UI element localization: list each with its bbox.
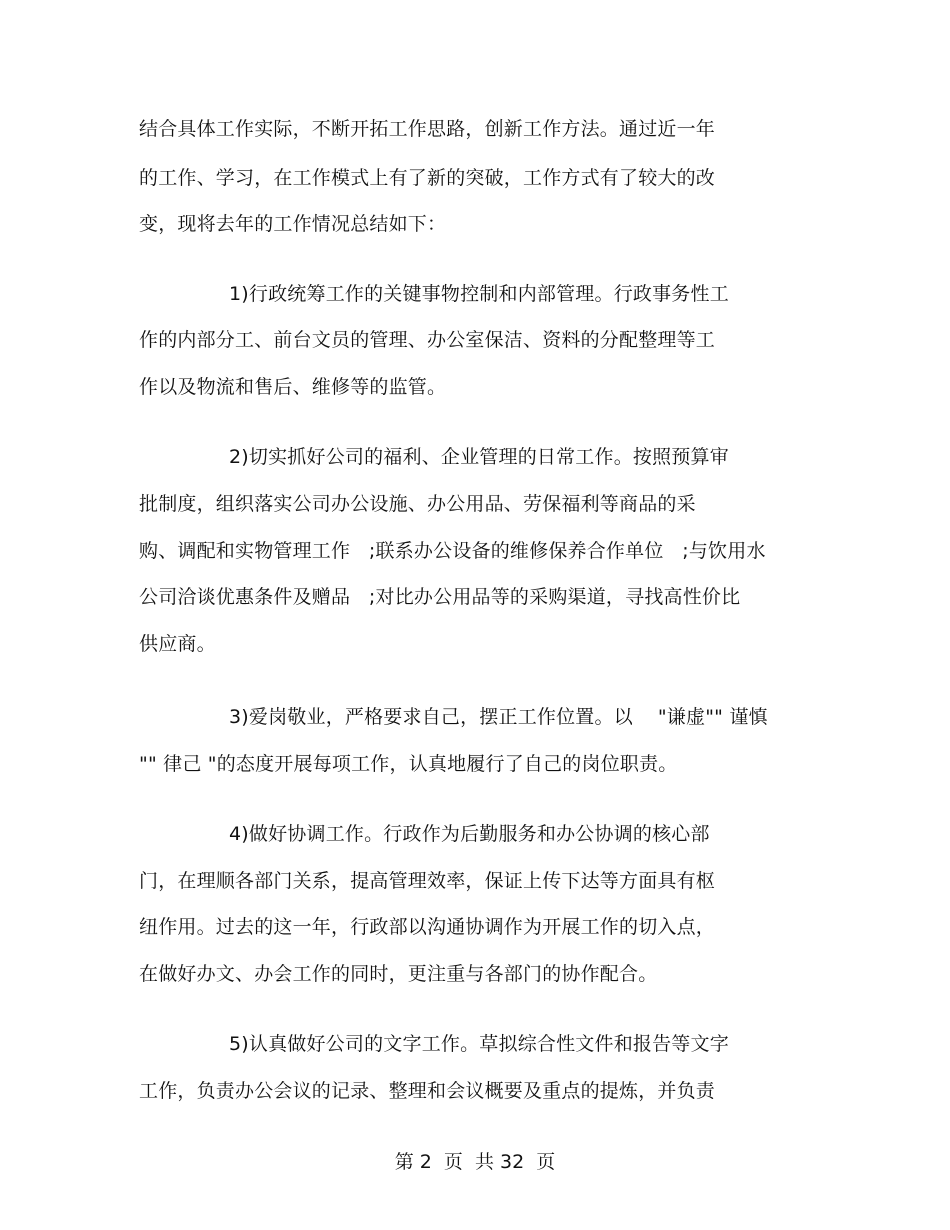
text-line: 纽作用。过去的这一年，行政部以沟通协调作为开展工作的切入点，	[139, 916, 716, 938]
text-line: 作以及物流和售后、维修等的监管。	[139, 376, 447, 398]
text-line: 作的内部分工、前台文员的管理、办公室保洁、资料的分配整理等工	[139, 329, 716, 351]
text-line: "" 律己 "的态度开展每项工作，认真地履行了自己的岗位职责。	[139, 753, 678, 775]
text-line: 门，在理顺各部门关系，提高管理效率，保证上传下达等方面具有枢	[139, 870, 716, 892]
text-line: 购、调配和实物管理工作 ;联系办公设备的维修保养合作单位 ;与饮用水	[139, 540, 766, 562]
text-line: 的工作、学习，在工作模式上有了新的突破，工作方式有了较大的改	[139, 167, 716, 189]
text-line: 在做好办文、办会工作的同时，更注重与各部门的协作配合。	[139, 963, 658, 985]
text-line: 结合具体工作实际，不断开拓工作思路，创新工作方法。通过近一年	[139, 118, 716, 140]
text-line: 批制度，组织落实公司办公设施、办公用品、劳保福利等商品的采	[139, 493, 696, 515]
text-line: 3)爱岗敬业，严格要求自己，摆正工作位置。以 "谦虚"" 谨慎	[229, 706, 768, 728]
text-line: 1)行政统筹工作的关键事物控制和内部管理。行政事务性工	[229, 283, 729, 305]
text-line: 工作，负责办公会议的记录、整理和会议概要及重点的提炼，并负责	[139, 1080, 716, 1102]
text-line: 5)认真做好公司的文字工作。草拟综合性文件和报告等文字	[229, 1033, 729, 1055]
text-line: 变，现将去年的工作情况总结如下：	[139, 213, 447, 235]
text-line: 2)切实抓好公司的福利、企业管理的日常工作。按照预算审	[229, 446, 729, 468]
text-line: 公司洽谈优惠条件及赠品 ;对比办公用品等的采购渠道，寻找高性价比	[139, 586, 741, 608]
page-footer: 第 2 页 共 32 页	[394, 1151, 556, 1173]
text-line: 4)做好协调工作。行政作为后勤服务和办公协调的核心部	[229, 823, 710, 845]
text-line: 供应商。	[139, 633, 216, 655]
